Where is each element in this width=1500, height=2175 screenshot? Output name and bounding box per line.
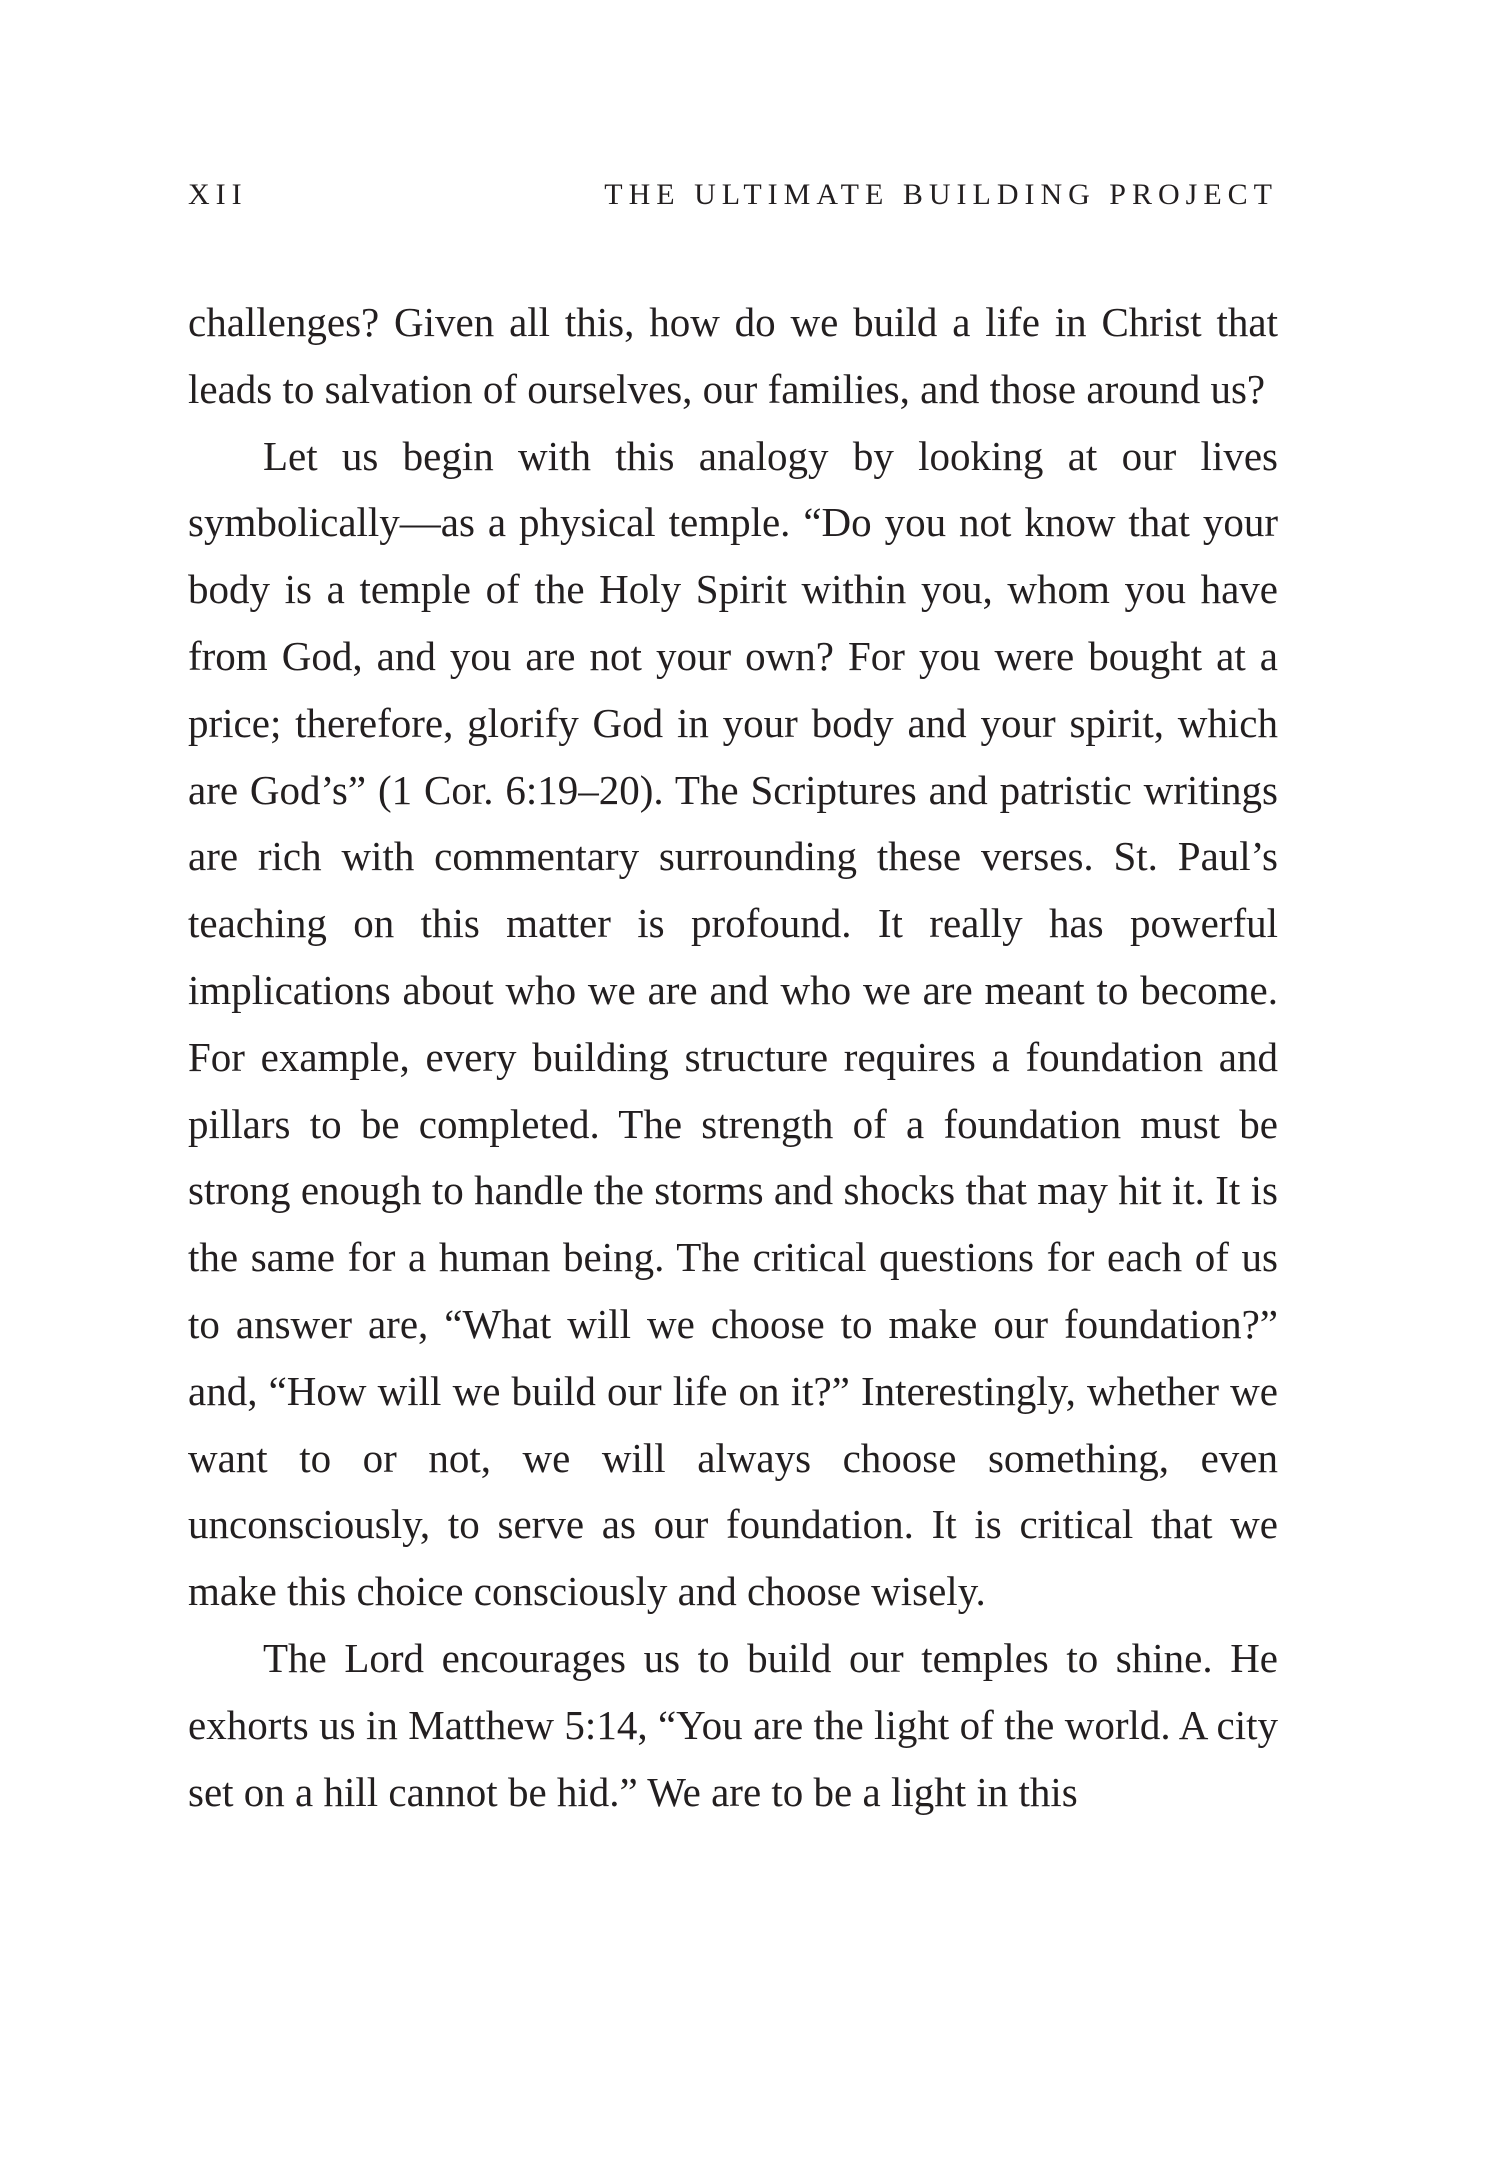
body-text [188,289,1278,1825]
paragraph: The Lord encourages us to build our temples to shine. He exhorts us in Matthew 5:14, “You are the light of the world. A city set on a hill cannot be hid.” We are to be a light in this [188,1634,1278,1815]
paragraph: Let us begin with this analogy by looking at our lives symbolically—as a physical temple. “Do you not know that your body is a temple of the Holy Spirit within you, whom you have from God, and you are not your own? For you were bought at a price; therefore, glorify God in your body and your spirit, which are God’s” (1 Cor. 6:19–20). The Scriptures and patristic writings are rich with commentary surrounding these verses. St. Paul’s teaching on this matter is profound. It really has powerful implications about who we are and who we are meant to become. For example, every building structure requires a foundation and pillars to be completed. The strength of a foundation must be strong enough to handle the storms and shocks that may hit it. It is the same for a human being. The critical questions for each of us to answer are, “What will we choose to make our foundation?” and, “How will we build our life on it?” Interestingly, whether we want to or not, we will always choose something, even unconsciously, to serve as our foundation. It is critical that we make this choice consciously and choose wisely. [188,432,1278,1615]
book-title: THE ULTIMATE BUILDING PROJECT [604,178,1278,211]
running-head [188,178,1278,218]
page-number: XII [188,178,248,211]
paragraph: challenges? Given all this, how do we build a life in Christ that leads to salvation of ourselves, our families, and those around us? [188,299,1278,412]
